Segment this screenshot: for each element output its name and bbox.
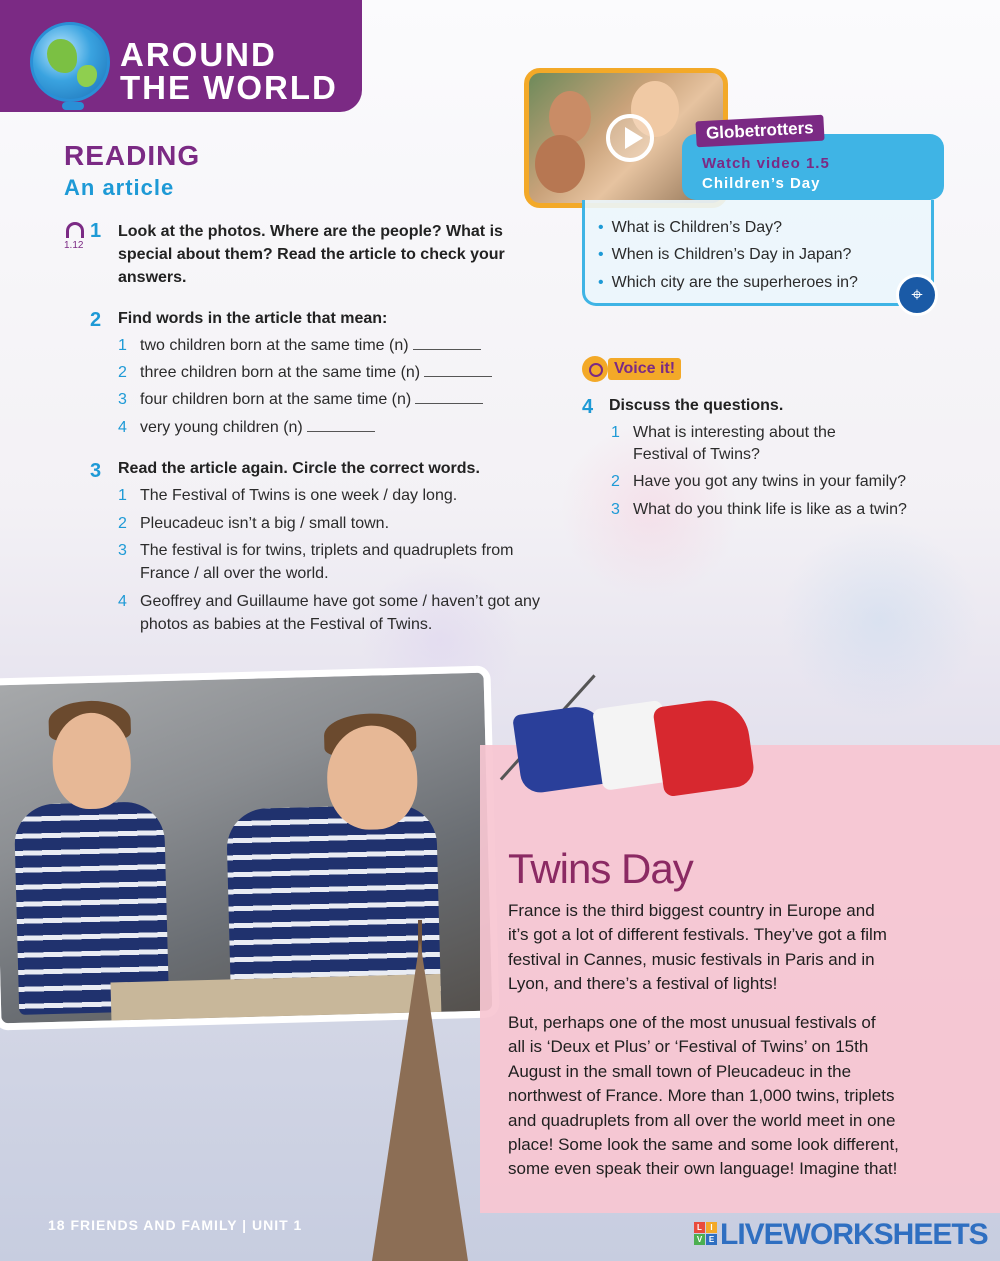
- item-number: 3: [611, 501, 620, 518]
- person-face: [535, 135, 585, 193]
- item-text[interactable]: The Festival of Twins is one week / day long.: [140, 487, 458, 504]
- article-paragraph-1: France is the third biggest country in Europe and it’s got a lot of different festivals. They’ve got a film festival in Cannes, music festivals in Paris and in Lyon, and there’s a festival of lights!: [508, 901, 887, 994]
- eiffel-tower: [372, 940, 468, 1261]
- liveworksheets-logo: L I V E: [694, 1222, 718, 1246]
- item-text: What do you think life is like as a twin?: [633, 501, 907, 518]
- voice-icon: [582, 356, 608, 382]
- cursor-icon[interactable]: ⌖: [896, 274, 938, 316]
- exercise-1-instructions: [118, 220, 538, 289]
- item-number: 2: [118, 364, 127, 381]
- exercise-number: 3: [90, 460, 102, 482]
- answer-blank[interactable]: [307, 418, 375, 432]
- item-number: 1: [118, 337, 127, 354]
- reading-subtitle: An article: [64, 175, 175, 200]
- item-text: What is interesting about the: [633, 424, 836, 441]
- item-text[interactable]: France / all over the world.: [140, 565, 329, 582]
- answer-blank[interactable]: [415, 390, 483, 404]
- item-text[interactable]: The festival is for twins, triplets and quadruplets from: [140, 542, 514, 559]
- exercise-1-line: special about them? Read the article to check your: [118, 246, 505, 263]
- article-paragraph-2: But, perhaps one of the most unusual festivals of all is ‘Deux et Plus’ or ‘Festival of Twins’ on 15th August in the small town of Pleucadeuc in the northwest of France. More than 1,000 twins, triplets and quadruplets from all over the world meet in one place! Some look the same and some look different, some even speak their own language! Imagine that!: [508, 1013, 899, 1179]
- exercise-number: 4: [582, 396, 594, 418]
- item-text: four children born at the same time (n): [140, 391, 412, 408]
- item-text[interactable]: Pleucadeuc isn’t a big / small town.: [140, 515, 390, 532]
- headphones-icon[interactable]: [66, 222, 84, 238]
- item-number: 1: [611, 424, 620, 441]
- item-text: two children born at the same time (n): [140, 337, 409, 354]
- reading-title: READING: [64, 140, 201, 171]
- background-decoration: [780, 520, 980, 720]
- item-text[interactable]: Geoffrey and Guillaume have got some / haven’t got any: [140, 593, 540, 610]
- exercise-1-line: Look at the photos. Where are the people? What is: [118, 223, 503, 240]
- item-number: 4: [118, 419, 127, 436]
- article-title: Twins Day: [508, 845, 693, 892]
- video-question: • Which city are the superheroes in?: [598, 274, 858, 291]
- watch-video-label: Watch video 1.5: [702, 155, 830, 172]
- item-text: three children born at the same time (n): [140, 364, 421, 381]
- item-number: 3: [118, 391, 127, 408]
- answer-blank[interactable]: [424, 363, 492, 377]
- globe-icon: [30, 22, 110, 102]
- video-question: • What is Children’s Day?: [598, 219, 783, 236]
- exercise-number: 1: [90, 220, 102, 242]
- item-number: 2: [118, 515, 127, 532]
- globe-stand: [62, 102, 84, 110]
- track-number: 1.12: [64, 240, 84, 251]
- globetrotters-badge: Globetrotters: [695, 115, 824, 148]
- item-text: very young children (n): [140, 419, 303, 436]
- item-text: Festival of Twins?: [633, 446, 760, 463]
- item-text[interactable]: photos as babies at the Festival of Twins.: [140, 616, 433, 633]
- item-number: 3: [118, 542, 127, 559]
- page-footer: 18 FRIENDS AND FAMILY | UNIT 1: [48, 1217, 303, 1233]
- exercise-2-heading: Find words in the article that mean:: [118, 310, 388, 327]
- item-number: 4: [118, 593, 127, 610]
- voice-it-label: Voice it!: [608, 358, 681, 380]
- exercise-number: 2: [90, 309, 102, 331]
- watermark-text: LIVEWORKSHEETS: [720, 1218, 988, 1251]
- exercise-1-line: answers.: [118, 269, 187, 286]
- play-icon[interactable]: [606, 114, 654, 162]
- item-number: 2: [611, 473, 620, 490]
- item-text: Have you got any twins in your family?: [633, 473, 907, 490]
- banner-title: AROUND THE WORLD: [120, 36, 338, 106]
- answer-blank[interactable]: [413, 336, 481, 350]
- exercise-4-heading: Discuss the questions.: [609, 397, 784, 414]
- exercise-3-heading: Read the article again. Circle the correct words.: [118, 460, 480, 477]
- video-question: • When is Children’s Day in Japan?: [598, 246, 852, 263]
- video-title: Children’s Day: [702, 175, 821, 192]
- item-number: 1: [118, 487, 127, 504]
